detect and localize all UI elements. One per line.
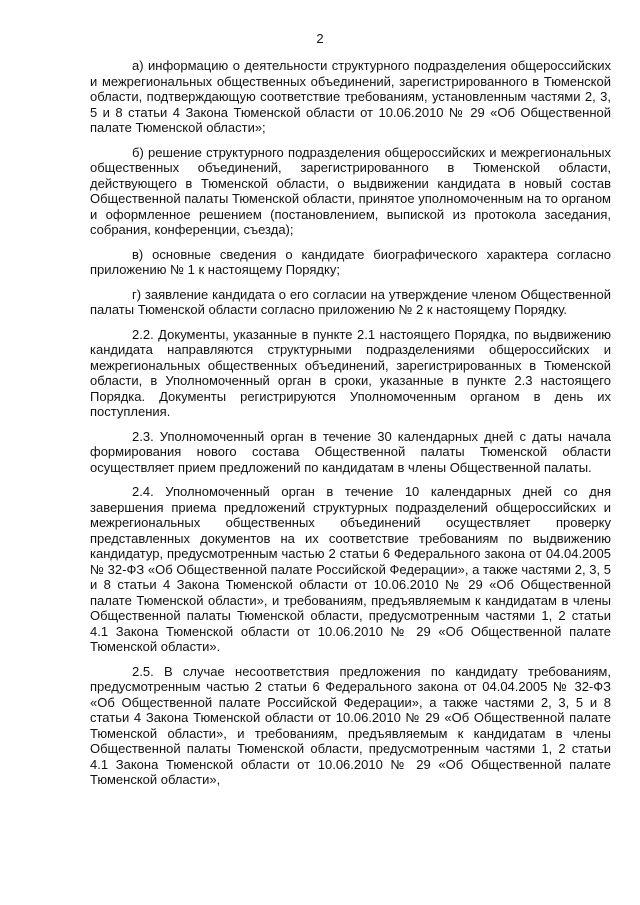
document-body xyxy=(90,58,611,797)
page-number: 2 xyxy=(316,31,324,46)
paragraph-2-1-b: б) решение структурного подразделения общероссийских и межрегиональных общественных объединений, зарегистрированного в Тюменской области, действующего в Тюменской области, о выдвижении кандидата в новый состав Общественной палаты Тюменской области, принятое уполномоченным на то органом и оформленное решением (постановлением, выпиской из протокола заседания, собрания, конференции, съезда); xyxy=(90,144,611,237)
paragraph-2-3: 2.3. Уполномоченный орган в течение 30 календарных дней с даты начала формирования нового состава Общественной палаты Тюменской области осуществляет прием предложений по кандидатам в члены Общественной палаты. xyxy=(90,428,611,475)
paragraph-2-1-v: в) основные сведения о кандидате биографического характера согласно приложению № 1 к настоящему Порядку; xyxy=(90,246,611,277)
paragraph-2-4: 2.4. Уполномоченный орган в течение 10 календарных дней со дня завершения приема предложений структурных подразделений общероссийских и межрегиональных общественных объединений осуществляет проверку представленных документов на их соответствие требованиям по выдвижению кандидатур, предусмотренным частью 2 статьи 6 Федерального закона от 04.04.2005 № 32-ФЗ «Об Общественной палате Российской Федерации», а также частями 2, 3, 5 и 8 статьи 4 Закона Тюменской области от 10.06.2010 № 29 «Об Общественной палате Тюменской области», и требованиям, предъявляемым к кандидатам в члены Общественной палаты Тюменской области, предусмотренным частями 1, 2 статьи 4.1 Закона Тюменской области от 10.06.2010 № 29 «Об Общественной палате Тюменской области». xyxy=(90,484,611,654)
paragraph-2-2: 2.2. Документы, указанные в пункте 2.1 настоящего Порядка, по выдвижению кандидата направляются структурными подразделениями общероссийских и межрегиональных общественных объединений, зарегистрированных в Тюменской области, в Уполномоченный орган в сроки, указанные в пункте 2.3 настоящего Порядка. Документы регистрируются Уполномоченным органом в день их поступления. xyxy=(90,326,611,419)
paragraph-2-1-a: а) информацию о деятельности структурного подразделения общероссийских и межрегиональных общественных объединений, зарегистрированного в Тюменской области, подтверждающую соответствие требованиям, установленным частями 2, 3, 5 и 8 статьи 4 Закона Тюменской области от 10.06.2010 № 29 «Об Общественной палате Тюменской области»; xyxy=(90,58,611,135)
paragraph-2-5: 2.5. В случае несоответствия предложения по кандидату требованиям, предусмотренным частью 2 статьи 6 Федерального закона от 04.04.2005 № 32-ФЗ «Об Общественной палате Российской Федерации», а также частями 2, 3, 5 и 8 статьи 4 Закона Тюменской области от 10.06.2010 № 29 «Об Общественной палате Тюменской области», и требованиям, предъявляемым к кандидатам в члены Общественной палаты Тюменской области, предусмотренным частями 1, 2 статьи 4.1 Закона Тюменской области от 10.06.2010 № 29 «Об Общественной палате Тюменской области», xyxy=(90,663,611,787)
paragraph-2-1-g: г) заявление кандидата о его согласии на утверждение членом Общественной палаты Тюменской области согласно приложению № 2 к настоящему Порядку. xyxy=(90,286,611,317)
